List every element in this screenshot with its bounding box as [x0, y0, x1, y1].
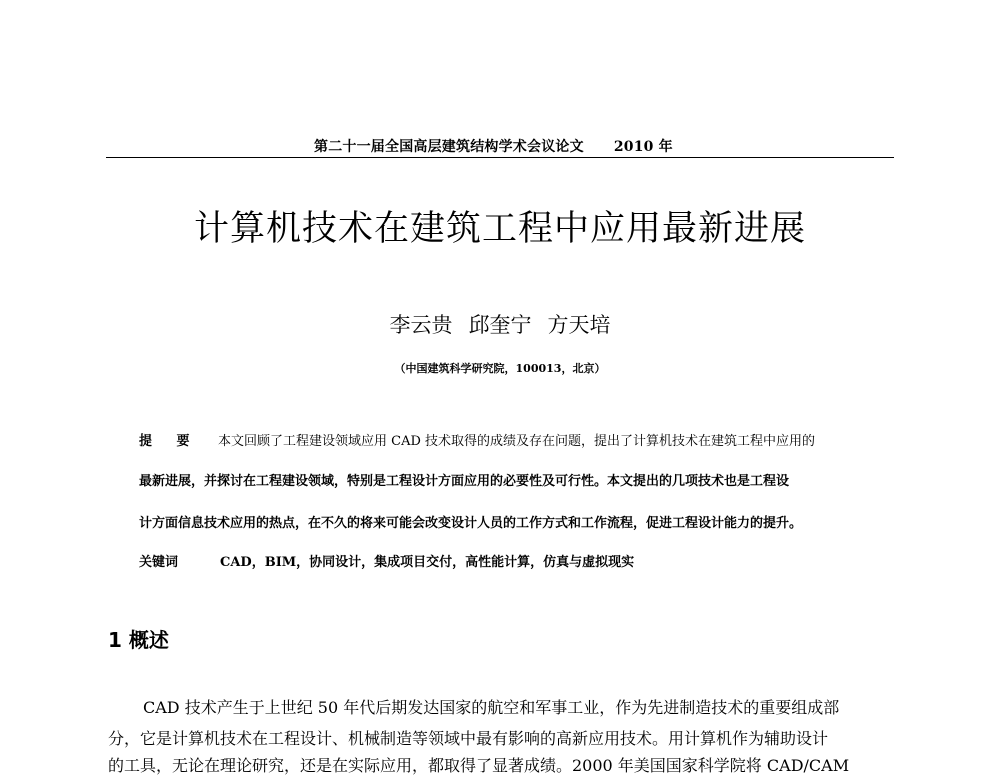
keywords-text: CAD，BIM，协同设计，集成项目交付，高性能计算，仿真与虚拟现实: [220, 555, 635, 570]
running-header: [314, 136, 673, 156]
keywords-label: 关键词: [139, 555, 179, 570]
author-list: [0, 309, 1000, 339]
conference-year: 2010 年: [613, 139, 673, 155]
affiliation: （中国建筑科学研究院，100013，北京）: [394, 362, 606, 375]
body-line: 分，它是计算机技术在工程设计、机械制造等领域中最有影响的高新应用技术。用计算机作为辅助设计: [108, 729, 829, 748]
abstract-line: 最新进展，并探讨在工程建设领域，特别是工程设计方面应用的必要性及可行性。本文提出的几项技术也是工程设: [139, 474, 790, 489]
keywords-line: [139, 551, 635, 570]
body-line: 的工具，无论在理论研究，还是在实际应用，都取得了显著成绩。2000 年美国国家科学院将 CAD/CAM: [108, 756, 850, 775]
conference-name: 第二十一届全国高层建筑结构学术会议论文: [314, 139, 584, 155]
abstract-line: [139, 430, 816, 449]
author: 方天培: [547, 313, 611, 337]
author: 邱奎宁: [468, 313, 532, 337]
body-line: CAD 技术产生于上世纪 50 年代后期发达国家的航空和军事工业，作为先进制造技术的重要组成部: [143, 698, 840, 717]
paper-title: 计算机技术在建筑工程中应用最新进展: [193, 209, 806, 249]
author: 李云贵: [389, 313, 453, 337]
section-heading: 1 概述: [108, 628, 169, 652]
abstract-label: 提 要: [139, 434, 200, 449]
header-rule: [106, 157, 894, 158]
abstract-text: 本文回顾了工程建设领域应用 CAD 技术取得的成绩及存在问题，提出了计算机技术在建筑工程中应用的: [218, 434, 816, 449]
abstract-line: 计方面信息技术应用的热点，在不久的将来可能会改变设计人员的工作方式和工作流程，促进工程设计能力的提升。: [139, 516, 803, 531]
